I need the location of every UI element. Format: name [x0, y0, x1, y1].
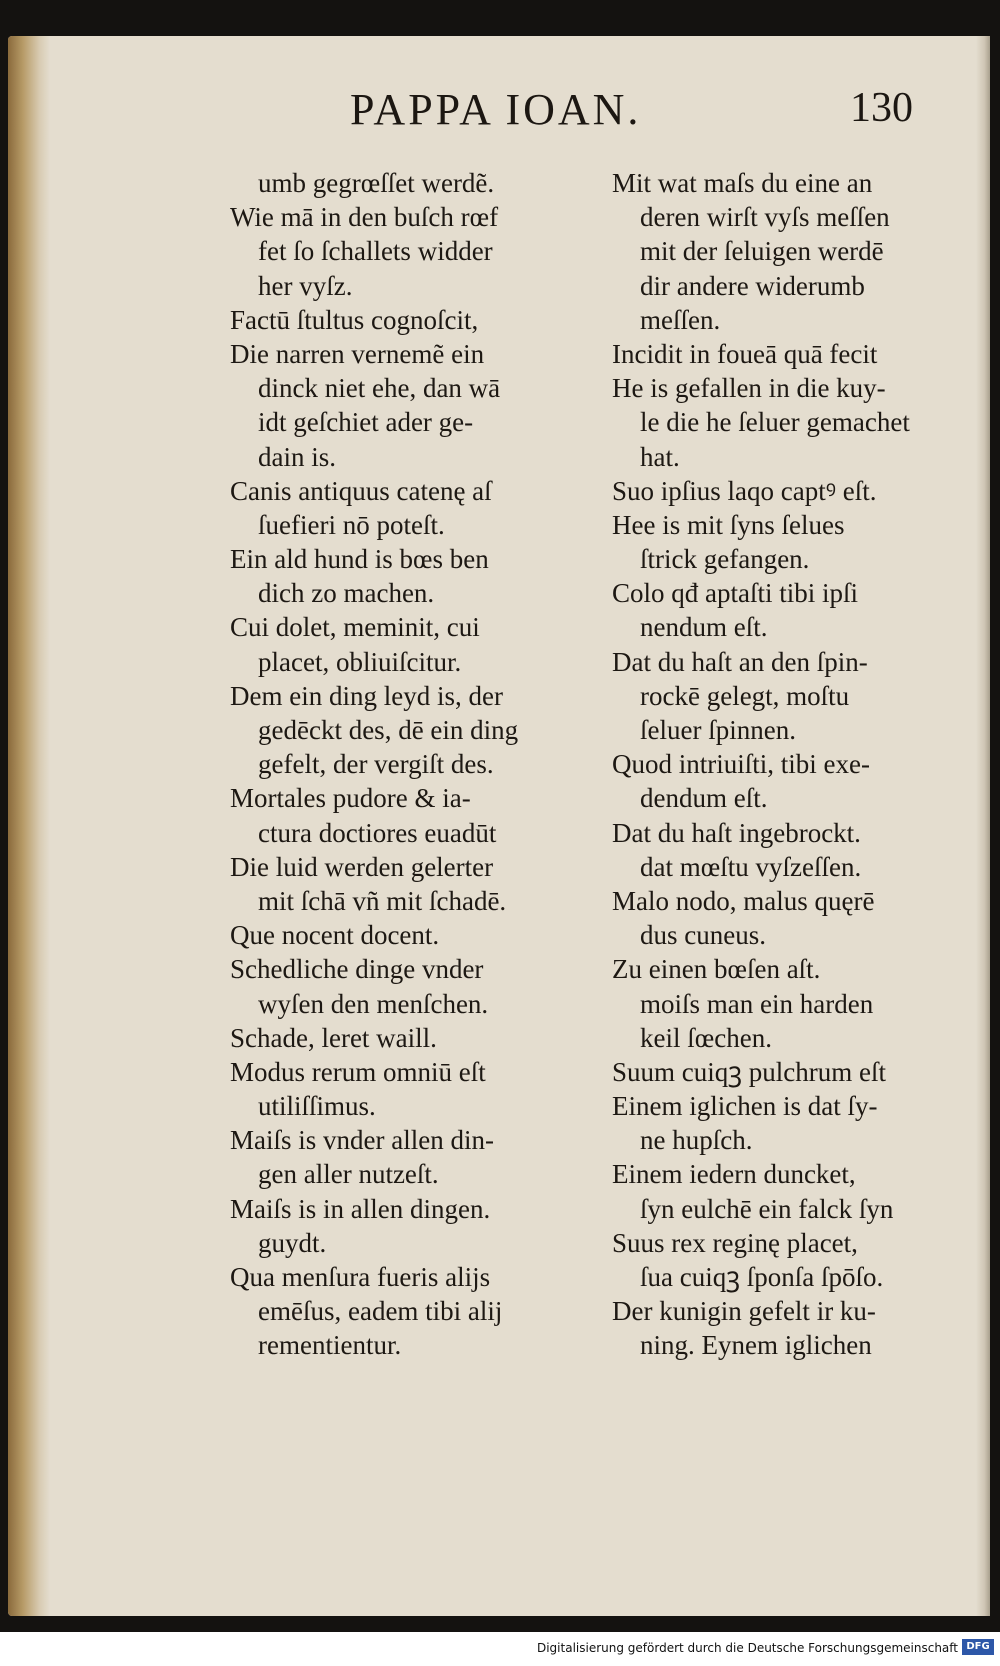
text-line: Schedliche dinge vnder	[230, 954, 484, 985]
text-line: Canis antiquus catenę aſ	[230, 475, 492, 506]
text-line: Modus rerum omniū eſt	[230, 1056, 486, 1087]
text-line: Mit wat maſs du eine an	[612, 168, 873, 198]
text-line: le die he ſeluer gemachet	[640, 407, 910, 438]
text-line: Factū ſtultus cognoſcit,	[230, 304, 479, 335]
text-line: Qua menſura fueris alijs	[230, 1262, 491, 1292]
text-line: Ein ald hund is bœs ben	[230, 544, 489, 575]
text-line: meſſen.	[640, 304, 721, 335]
text-line: Maiſs is vnder allen din-	[230, 1125, 494, 1156]
text-line: utiliſſimus.	[258, 1091, 376, 1122]
text-line: Die narren vernemẽ ein	[230, 338, 485, 369]
text-line: rockē gelegt, moſtu	[640, 680, 850, 711]
dfg-logo: DFG	[962, 1639, 994, 1655]
text-line: fet ſo ſchallets widder	[258, 236, 493, 267]
page-header	[350, 84, 930, 154]
text-line: Zu einen bœſen aſt.	[612, 954, 821, 985]
text-line: idt geſchiet ader ge-	[258, 407, 474, 438]
text-line: dendum eſt.	[640, 783, 768, 814]
text-line: placet, obliuiſcitur.	[258, 646, 462, 677]
text-line: Cui dolet, meminit, cui	[230, 612, 480, 643]
text-line: Suus rex reginę placet,	[612, 1227, 858, 1258]
text-line: hat.	[640, 441, 680, 472]
text-line: Dat du haſt ingebrockt.	[612, 817, 861, 848]
text-line: dain is.	[258, 441, 336, 472]
text-line: Que nocent docent.	[230, 920, 440, 951]
text-line: emēſus, eadem tibi alij	[258, 1296, 503, 1327]
text-line: rementientur.	[258, 1330, 402, 1361]
text-line: Dem ein ding leyd is, der	[230, 680, 503, 711]
left-column	[230, 166, 600, 1363]
text-line: dat mœſtu vyſzeſſen.	[640, 851, 862, 882]
text-line: keil ſœchen.	[640, 1022, 772, 1053]
text-line: Malo nodo, malus quęrē	[612, 885, 875, 916]
right-column	[612, 166, 982, 1363]
text-line: gedēckt des, dē ein ding	[258, 715, 519, 745]
text-line: Dat du haſt an den ſpin-	[612, 646, 868, 677]
text-line: ctura doctiores euadūt	[258, 817, 497, 848]
text-line: ne hupſch.	[640, 1125, 753, 1156]
text-line: dir andere widerumb	[640, 270, 865, 301]
page-number: 130	[850, 85, 913, 131]
text-line: Hee is mit ſyns ſelues	[612, 509, 845, 540]
text-line: Einem iglichen is dat ſy-	[612, 1091, 878, 1122]
text-line: Quod intriuiſti, tibi exe-	[612, 749, 870, 780]
text-line: dus cuneus.	[640, 920, 766, 951]
text-line: guydt.	[258, 1227, 327, 1258]
funding-credit: Digitalisierung gefördert durch die Deutsche Forschungsgemeinschaft	[536, 1641, 958, 1655]
text-line: umb gegrœſſet werdẽ.	[258, 168, 495, 198]
text-line: deren wirſt vyſs meſſen	[640, 202, 890, 233]
text-line: her vyſz.	[258, 270, 353, 301]
text-line: mit der ſeluigen werdē	[640, 236, 884, 267]
text-line: Maiſs is in allen dingen.	[230, 1193, 491, 1224]
text-line: Der kunigin gefelt ir ku-	[612, 1296, 876, 1327]
text-line: Incidit in foueā quā fecit	[612, 338, 878, 369]
text-line: Schade, leret waill.	[230, 1022, 437, 1053]
text-line: ſtrick gefangen.	[640, 544, 810, 575]
text-line: moiſs man ein harden	[640, 988, 874, 1019]
text-line: Die luid werden gelerter	[230, 851, 494, 882]
footer-strip	[0, 1632, 1000, 1666]
text-line: ſuefieri nō poteſt.	[258, 509, 445, 540]
text-line: mit ſchā vñ mit ſchadē.	[258, 885, 507, 916]
text-line: dich zo machen.	[258, 578, 435, 609]
text-line: gen aller nutzeſt.	[258, 1159, 439, 1190]
running-head: PAPPA IOAN.	[350, 85, 642, 134]
text-line: gefelt, der vergiſt des.	[258, 749, 494, 780]
book-spine	[8, 36, 50, 1616]
text-line: nendum eſt.	[640, 612, 768, 643]
text-line: Suum cuiqꝫ pulchrum eſt	[612, 1056, 887, 1087]
text-line: Colo qđ aptaſti tibi ipſi	[612, 578, 858, 609]
text-line: Suo ipſius laqo captꝰ eſt.	[612, 475, 877, 506]
text-line: Mortales pudore & ia-	[230, 783, 471, 814]
text-line: He is gefallen in die kuy-	[612, 373, 886, 404]
text-line: Einem iedern duncket,	[612, 1159, 856, 1190]
text-line: wyſen den menſchen.	[258, 988, 489, 1019]
text-line: dinck niet ehe, dan wā	[258, 373, 501, 404]
text-line: ſeluer ſpinnen.	[640, 715, 796, 745]
text-line: ſua cuiqꝫ ſponſa ſpōſo.	[640, 1262, 884, 1292]
text-line: Wie mā in den buſch rœf	[230, 202, 499, 233]
text-line: ſyn eulchē ein falck ſyn	[640, 1193, 894, 1224]
text-line: ning. Eynem iglichen	[640, 1330, 872, 1361]
